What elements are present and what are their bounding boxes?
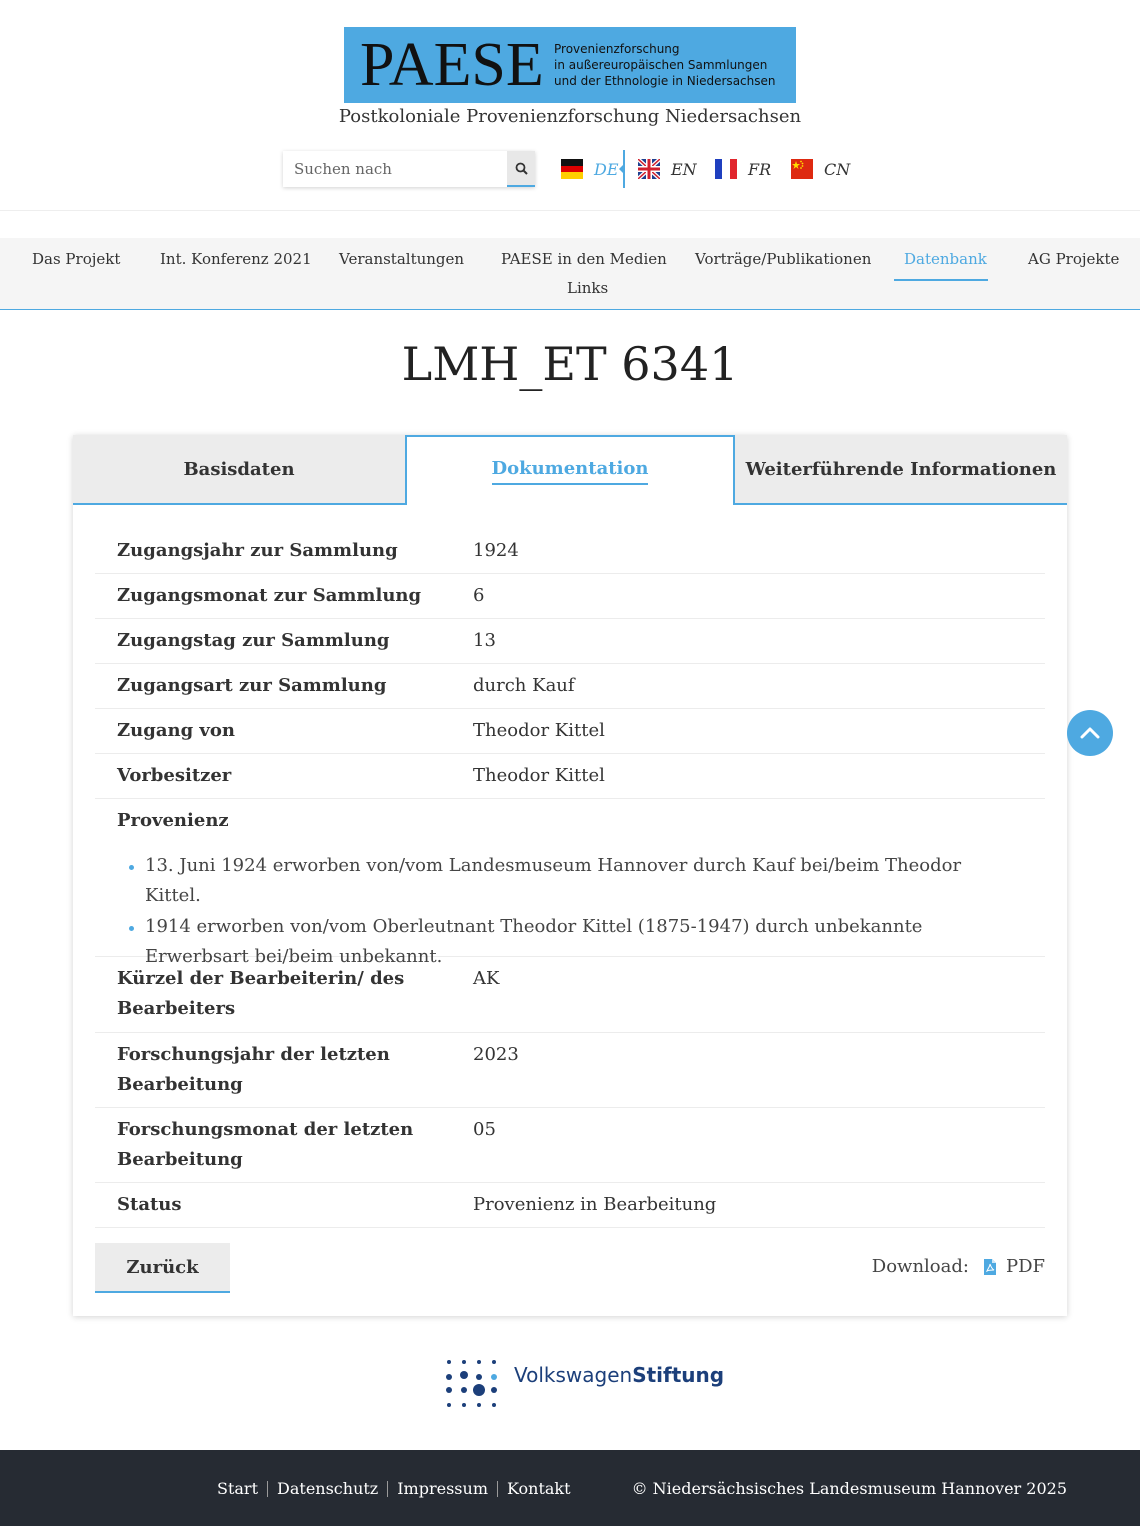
detail-label: Zugangsart zur Sammlung xyxy=(117,675,387,696)
lang-label: CN xyxy=(824,159,851,179)
footer-copyright: © Niedersächsisches Landesmuseum Hannover 2025 xyxy=(631,1479,1067,1498)
detail-row xyxy=(95,618,1045,664)
detail-value: 13 xyxy=(473,630,496,651)
detail-row xyxy=(95,528,1045,574)
pdf-download-link[interactable]: PDF xyxy=(1005,1256,1045,1277)
uk-flag-icon xyxy=(638,159,660,179)
footer-link-impressum[interactable]: Impressum xyxy=(397,1479,488,1498)
detail-label: Kürzel der Bearbeiterin/ des Bearbeiters xyxy=(117,968,405,1019)
volkswagenstiftung-logo[interactable] xyxy=(445,1358,725,1414)
scroll-to-top-button[interactable] xyxy=(1067,710,1113,756)
detail-value: durch Kauf xyxy=(473,675,575,696)
footer-separator xyxy=(387,1481,388,1497)
pdf-file-icon[interactable] xyxy=(983,1258,997,1276)
detail-value: 6 xyxy=(473,585,485,606)
nav-item-links[interactable]: Links xyxy=(567,279,609,297)
volkswagenstiftung-wordmark: VolkswagenStiftung xyxy=(514,1363,725,1387)
provenance-entry: 1914 erworben von/vom Oberleutnant Theodor Kittel (1875-1947) durch unbekannte Erwerbsart bei/beim unbekannt. xyxy=(123,912,1003,972)
lang-de[interactable] xyxy=(561,156,619,182)
detail-value: 2023 xyxy=(473,1044,519,1065)
back-button[interactable]: Zurück xyxy=(95,1243,230,1293)
search-button[interactable] xyxy=(507,151,535,187)
footer-separator xyxy=(497,1481,498,1497)
search-box xyxy=(283,151,535,187)
paese-logo[interactable] xyxy=(344,27,796,103)
detail-label: Zugang von xyxy=(117,720,235,741)
detail-row xyxy=(95,1032,1045,1108)
detail-label: Forschungsjahr der letzten Bearbeitung xyxy=(117,1044,390,1095)
footer-link-datenschutz[interactable]: Datenschutz xyxy=(277,1479,379,1498)
detail-card xyxy=(73,435,1067,1316)
detail-row xyxy=(95,708,1045,754)
detail-label: Forschungsmonat der letzten Bearbeitung xyxy=(117,1119,414,1170)
download-area xyxy=(872,1256,1045,1277)
detail-label: Zugangstag zur Sammlung xyxy=(117,630,390,651)
detail-label: Zugangsmonat zur Sammlung xyxy=(117,585,422,606)
detail-row xyxy=(95,663,1045,709)
lang-cn[interactable] xyxy=(791,156,850,182)
detail-value: Theodor Kittel xyxy=(473,765,605,786)
site-footer xyxy=(0,1450,1140,1526)
detail-row xyxy=(95,1182,1045,1228)
page-title: LMH_ET 6341 xyxy=(401,337,739,391)
tab-label: Basisdaten xyxy=(183,458,295,480)
lang-label: EN xyxy=(671,159,697,179)
lang-label: DE xyxy=(594,159,619,179)
nav-active-indicator xyxy=(894,279,988,281)
tab-label: Dokumentation xyxy=(492,458,649,485)
footer-link-start[interactable]: Start xyxy=(217,1479,259,1498)
footer-separator xyxy=(267,1481,268,1497)
provenance-list xyxy=(123,851,1003,973)
main-nav xyxy=(0,238,1140,310)
nav-item-konferenz[interactable]: Int. Konferenz 2021 xyxy=(160,250,312,268)
logo-tagline-line: und der Ethnologie in Niedersachsen xyxy=(554,74,776,88)
provenance-entry: 13. Juni 1924 erworben von/vom Landesmuseum Hannover durch Kauf bei/beim Theodor Kittel. xyxy=(123,851,1003,911)
germany-flag-icon xyxy=(561,159,583,179)
footer-link-kontakt[interactable]: Kontakt xyxy=(506,1479,571,1498)
nav-item-vortraege[interactable]: Vorträge/Publikationen xyxy=(695,250,872,268)
nav-item-das-projekt[interactable]: Das Projekt xyxy=(32,250,121,268)
provenance-label: Provenienz xyxy=(117,810,229,831)
detail-value: 05 xyxy=(473,1119,496,1140)
tab-dokumentation[interactable] xyxy=(405,435,735,505)
tab-basisdaten[interactable] xyxy=(73,435,405,505)
lang-divider xyxy=(623,150,625,188)
nav-item-ag-projekte[interactable]: AG Projekte xyxy=(1028,250,1120,268)
nav-item-datenbank[interactable]: Datenbank xyxy=(904,250,987,268)
chevron-up-icon xyxy=(1080,726,1100,740)
lang-en[interactable] xyxy=(638,156,697,182)
logo-tagline-line: in außereuropäischen Sammlungen xyxy=(554,58,768,72)
lang-fr[interactable] xyxy=(715,156,771,182)
nav-item-veranstaltungen[interactable]: Veranstaltungen xyxy=(339,250,465,268)
volkswagenstiftung-dots-icon xyxy=(445,1358,505,1414)
lang-label: FR xyxy=(748,159,772,179)
detail-row xyxy=(95,753,1045,799)
logo-wordmark: PAESE xyxy=(360,31,544,99)
detail-row xyxy=(95,573,1045,619)
detail-row xyxy=(95,956,1045,1033)
site-subtitle: Postkoloniale Provenienzforschung Niedersachsen xyxy=(338,106,802,127)
detail-label: Zugangsjahr zur Sammlung xyxy=(117,540,398,561)
detail-label: Vorbesitzer xyxy=(117,765,232,786)
detail-value: AK xyxy=(473,968,500,989)
france-flag-icon xyxy=(715,159,737,179)
search-input[interactable] xyxy=(283,151,507,187)
download-label: Download: xyxy=(871,1256,969,1277)
tab-label: Weiterführende Informationen xyxy=(745,458,1057,480)
logo-tagline xyxy=(554,41,775,89)
detail-value: Provenienz in Bearbeitung xyxy=(473,1194,717,1215)
detail-value: Theodor Kittel xyxy=(473,720,605,741)
logo-tagline-line: Provenienzforschung xyxy=(554,42,680,56)
search-icon xyxy=(515,162,528,175)
site-header xyxy=(0,0,1140,211)
detail-row xyxy=(95,1107,1045,1183)
china-flag-icon xyxy=(791,159,813,179)
nav-item-medien[interactable]: PAESE in den Medien xyxy=(501,250,667,268)
detail-label: Status xyxy=(117,1194,182,1215)
detail-value: 1924 xyxy=(473,540,519,561)
tab-weiterfuehrende-informationen[interactable] xyxy=(735,435,1067,505)
footer-links xyxy=(217,1479,571,1498)
